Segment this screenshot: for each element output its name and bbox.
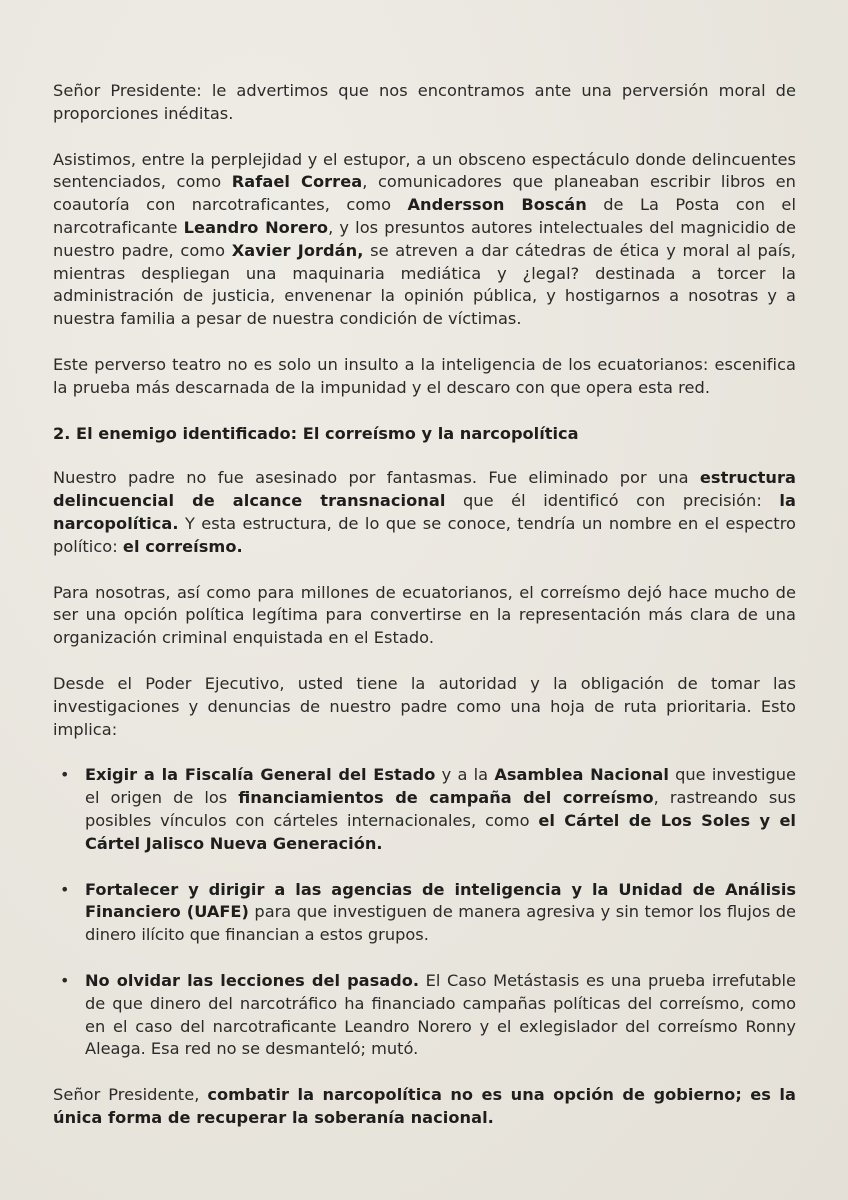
list-item (53, 970, 796, 1061)
paragraph-text: que él identificó con precisión: (445, 491, 780, 511)
paragraph-text: Y esta estructura, de lo que se conoce, tendría un nombre en el espectro político: (53, 513, 796, 556)
item-text: y a la (435, 765, 495, 785)
bold-phrase: Exigir a la Fiscalía General del Estado (85, 765, 436, 785)
paragraph-text: Para nosotras, así como para millones de ecuatorianos, el correísmo dejó hace mucho de ser una opción política legítima para convertirse en la representación más clara de una organización criminal enquistada en el Estado. (53, 582, 796, 648)
paragraph-spectacle (53, 149, 796, 331)
bold-phrase: Asamblea Nacional (494, 765, 669, 785)
name-leandro-norero: Leandro Norero (183, 217, 329, 237)
item-text: que investigue el origen de los (85, 765, 796, 808)
paragraph-text: Nuestro padre no fue asesinado por fantasmas. Fue eliminado por una (53, 468, 700, 488)
list-item (53, 879, 796, 947)
paragraph-text: Este perverso teatro no es solo un insulto a la inteligencia de los ecuatorianos: escenifica la prueba más descarnada de la impunidad y el descaro con que opera esta red. (53, 354, 796, 397)
item-text: para que investiguen de manera agresiva y sin temor los flujos de dinero ilícito que financian a estos grupos. (85, 902, 797, 945)
paragraph-text: Desde el Poder Ejecutivo, usted tiene la autoridad y la obligación de tomar las investigaciones y denuncias de nuestro padre como una hoja de ruta prioritaria. Esto implica: (53, 673, 796, 739)
paragraph-criminal-org (53, 582, 796, 650)
bold-phrase: estructura delincuencial de alcance transnacional (53, 468, 796, 511)
bullet-icon: • (60, 765, 70, 785)
paragraph-enemy (53, 467, 796, 558)
paragraph-text: , y los presuntos autores intelectuales del magnicidio de nuestro padre, como (53, 217, 796, 260)
item-text: El Caso Metástasis es una prueba irrefutable de que dinero del narcotráfico ha financiado campañas políticas del correísmo, como en el caso del narcotraficante Leandro Norero y el exlegislador del correísmo Ronny Aleaga. Esa red no se desmanteló; mutó. (85, 970, 796, 1059)
bullet-icon: • (60, 879, 70, 899)
section-heading: 2. El enemigo identificado: El correísmo y la narcopolítica (53, 423, 579, 443)
name-andersson-boscan: Andersson Boscán (407, 195, 587, 215)
bold-phrase: el correísmo. (122, 536, 243, 556)
paragraph-text: , comunicadores que planeaban escribir libros en coautoría con narcotraficantes, como (53, 172, 796, 215)
paragraph-text: Señor Presidente, (53, 1085, 208, 1105)
bold-phrase: el Cártel de Los Soles y el Cártel Jalisco Nueva Generación. (85, 810, 796, 853)
bold-phrase: financiamientos de campaña del correísmo (238, 788, 654, 808)
bullet-icon: • (60, 970, 70, 990)
bold-phrase: combatir la narcopolítica no es una opción de gobierno; es la única forma de recuperar la soberanía nacional. (53, 1085, 796, 1127)
paragraph-text: Asistimos, entre la perplejidad y el estupor, a un obsceno espectáculo donde delincuentes sentenciados, como (53, 149, 796, 192)
paragraph-text: Señor Presidente: le advertimos que nos encontramos ante una perversión moral de proporciones inéditas. (53, 81, 796, 123)
name-xavier-jordan: Xavier Jordán, (231, 240, 364, 260)
item-text: , rastreando sus posibles vínculos con cárteles internacionales, como (85, 788, 796, 830)
bold-phrase: la narcopolítica. (53, 491, 796, 533)
paragraph-theatre (53, 354, 796, 400)
demands-list (53, 764, 796, 1061)
list-item (53, 764, 796, 855)
paragraph-executive (53, 673, 796, 741)
paragraph-text: se atreven a dar cátedras de ética y moral al país, mientras despliegan una maquinaria mediática y ¿legal? destinada a torcer la administración de justicia, envenenar la opinión pública, y hostigarnos a nosotras y a nuestra familia a pesar de nuestra condición de víctimas. (53, 240, 796, 329)
paragraph-intro (53, 80, 796, 126)
name-rafael-correa: Rafael Correa (231, 172, 363, 192)
bold-phrase: Fortalecer y dirigir a las agencias de inteligencia y la Unidad de Análisis Financiero (UAFE) (85, 879, 796, 922)
paragraph-text: de La Posta con el narcotraficante (53, 195, 796, 237)
paragraph-closing (53, 1084, 796, 1130)
bold-phrase: No olvidar las lecciones del pasado. (85, 970, 420, 990)
